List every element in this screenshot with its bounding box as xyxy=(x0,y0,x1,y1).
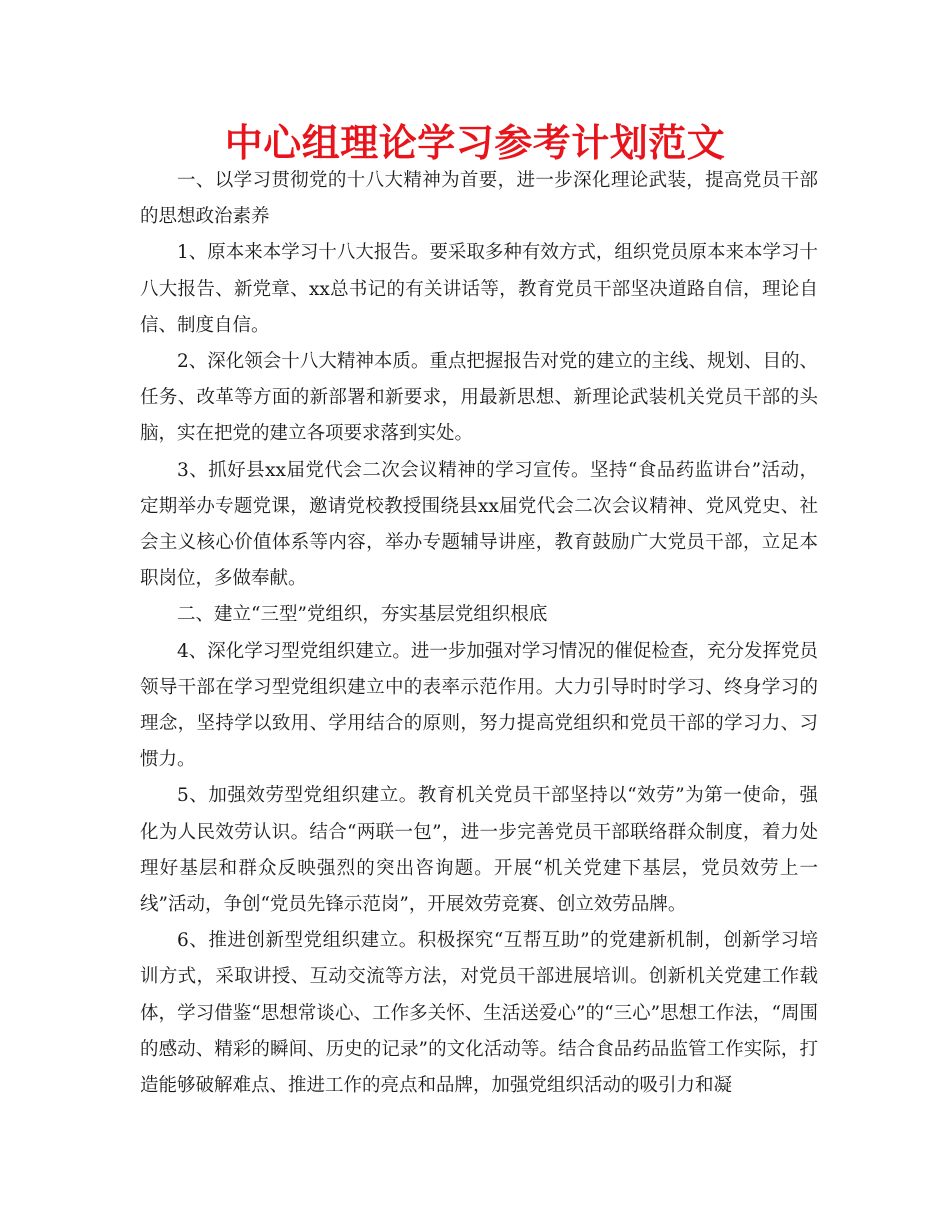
paragraph-section-2-heading: 二、建立“三型”党组织，夯实基层党组织根底 xyxy=(177,604,548,626)
paragraph-item-1: 1、原本来本学习十八大报告。要采取多种有效方式，组织党员原本来本学习十八大报告、新党章、xx总书记的有关讲话等，教育党员干部坚决道路自信，理论自信、制度自信。 xyxy=(140,242,818,336)
paragraph-item-2: 2、深化领会十八大精神本质。重点把握报告对党的建立的主线、规划、目的、任务、改革等方面的新部署和新要求，用最新思想、新理论武装机关党员干部的头脑，实在把党的建立各项要求落到实处。 xyxy=(140,351,818,445)
paragraph-item-5: 5、加强效劳型党组织建立。教育机关党员干部坚持以“效劳”为第一使命，强化为人民效劳认识。结合“两联一包”，进一步完善党员干部联络群众制度，着力处理好基层和群众反映强烈的突出咨询题。开展“机关党建下基层，党员效劳上一线”活动，争创“党员先锋示范岗”，开展效劳竞赛、创立效劳品牌。 xyxy=(140,785,818,916)
paragraph-item-3: 3、抓好县xx届党代会二次会议精神的学习宣传。坚持“食品药监讲台”活动，定期举办专题党课，邀请党校教授围绕县xx届党代会二次会议精神、党风党史、社会主义核心价值体系等内容，举办专题辅导讲座，教育鼓励广大党员干部，立足本职岗位，多做奉献。 xyxy=(140,459,818,590)
paragraph-section-1-heading: 一、以学习贯彻党的十八大精神为首要，进一步深化理论武装，提高党员干部的思想政治素养 xyxy=(140,170,818,228)
document-title: 中心组理论学习参考计划范文 xyxy=(224,121,726,165)
paragraph-item-4: 4、深化学习型党组织建立。进一步加强对学习情况的催促检查，充分发挥党员领导干部在学习型党组织建立中的表率示范作用。大力引导时时学习、终身学习的理念，坚持学以致用、学用结合的原则，努力提高党组织和党员干部的学习力、习惯力。 xyxy=(140,640,818,771)
document-body xyxy=(140,163,818,1104)
paragraph-item-6: 6、推进创新型党组织建立。积极探究“互帮互助”的党建新机制，创新学习培训方式，采取讲授、互动交流等方法，对党员干部进展培训。创新机关党建工作载体，学习借鉴“思想常谈心、工作多关怀、生活送爱心”的“三心”思想工作法，“周围的感动、精彩的瞬间、历史的记录”的文化活动等。结合食品药品监管工作实际，打造能够破解难点、推进工作的亮点和品牌，加强党组织活动的吸引力和凝 xyxy=(140,930,818,1097)
